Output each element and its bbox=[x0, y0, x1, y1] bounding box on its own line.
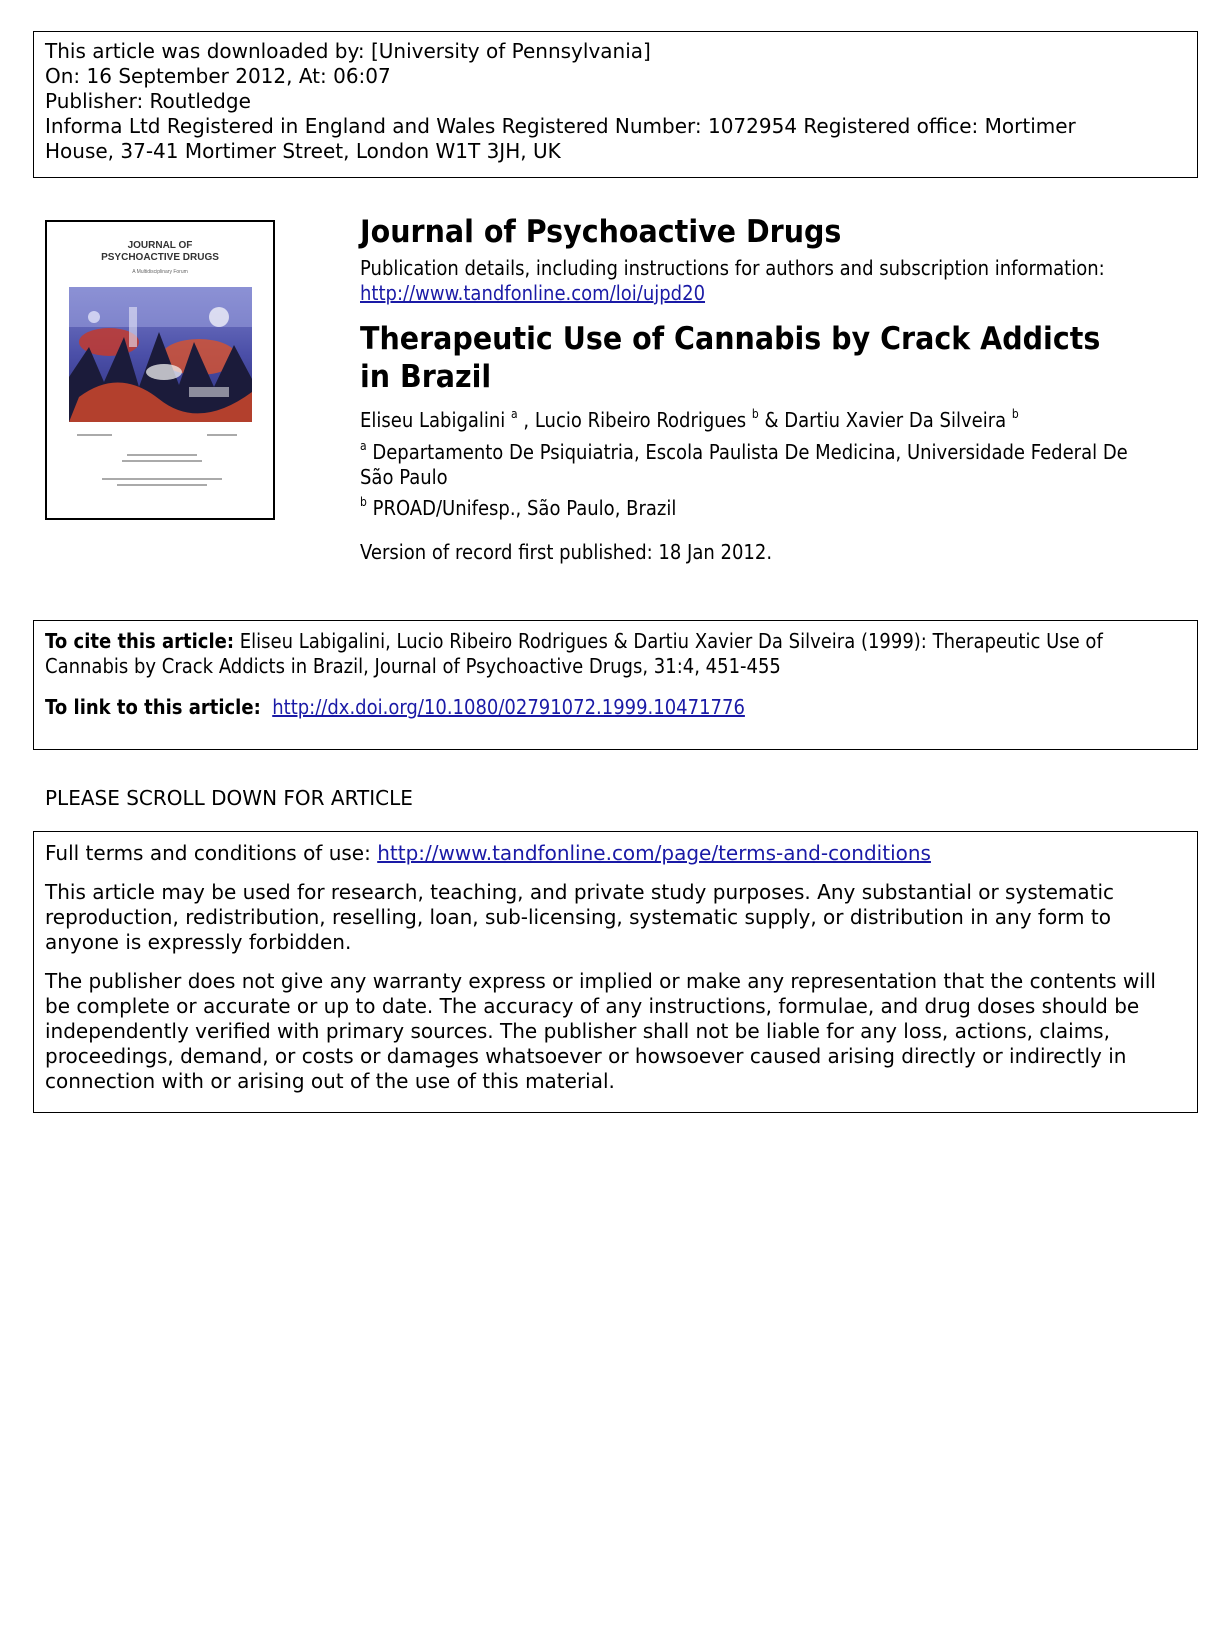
author-affiliation-mark: b bbox=[1011, 407, 1019, 421]
cite-label: To cite this article: bbox=[45, 629, 235, 653]
citation-text bbox=[45, 629, 1188, 654]
doi-link[interactable]: http://dx.doi.org/10.1080/02791072.1999.10471776 bbox=[272, 695, 745, 719]
journal-cover-image bbox=[45, 220, 275, 520]
affiliation-b bbox=[360, 496, 676, 520]
cover-title-line2: PSYCHOACTIVE DRUGS bbox=[101, 252, 219, 263]
link-label: To link to this article: bbox=[45, 695, 261, 719]
terms-paragraph-2: The publisher does not give any warranty express or implied or make any representation that the contents will be complete or accurate or up to date. The accuracy of any instructions, formulae, and drug doses should be independently verified with primary sources. The publisher shall not be liable for any loss, actions, claims, proceedings, demand, or costs or damages whatsoever or howsoever caused arising directly or indirectly in connection with or arising out of the use of this material. bbox=[45, 969, 1156, 1093]
terms-box bbox=[33, 831, 1198, 1113]
author-list bbox=[360, 408, 1019, 432]
download-line: House, 37-41 Mortimer Street, London W1T 3JH, UK bbox=[45, 139, 561, 163]
journal-title: Journal of Psychoactive Drugs bbox=[360, 214, 842, 250]
affiliation-mark: b bbox=[360, 495, 367, 509]
journal-url-link[interactable]: http://www.tandfonline.com/loi/ujpd20 bbox=[360, 281, 706, 305]
scroll-down-note: PLEASE SCROLL DOWN FOR ARTICLE bbox=[45, 786, 413, 810]
affiliation-text: PROAD/Unifesp., São Paulo, Brazil bbox=[372, 496, 677, 520]
download-line: On: 16 September 2012, At: 06:07 bbox=[45, 64, 391, 88]
version-of-record: Version of record first published: 18 Jan 2012. bbox=[360, 540, 773, 564]
terms-heading bbox=[45, 841, 1186, 866]
terms-label: Full terms and conditions of use: bbox=[45, 841, 378, 865]
cite-text: Eliseu Labigalini, Lucio Ribeiro Rodrigues & Dartiu Xavier Da Silveira (1999): Therapeutic Use of bbox=[234, 629, 1103, 653]
affiliation-a-cont: São Paulo bbox=[360, 465, 448, 489]
article-title: Therapeutic Use of Cannabis by Crack Addicts in Brazil bbox=[360, 321, 1101, 395]
article-link-row bbox=[45, 695, 1188, 720]
cover-subtitle: A Multidisciplinary Forum bbox=[132, 269, 188, 275]
citation-text-cont: Cannabis by Crack Addicts in Brazil, Journal of Psychoactive Drugs, 31:4, 451-455 bbox=[45, 654, 781, 678]
author-name: Lucio Ribeiro Rodrigues bbox=[534, 408, 747, 432]
download-line: This article was downloaded by: [University of Pennsylvania] bbox=[45, 39, 651, 63]
affiliation-text: Departamento De Psiquiatria, Escola Paulista De Medicina, Universidade Federal De bbox=[372, 440, 1128, 464]
author-name: Eliseu Labigalini bbox=[360, 408, 506, 432]
download-line: Informa Ltd Registered in England and Wales Registered Number: 1072954 Registered office: Mortimer bbox=[45, 114, 1076, 138]
cover-title-line1: JOURNAL OF bbox=[127, 240, 193, 251]
terms-link[interactable]: http://www.tandfonline.com/page/terms-and-conditions bbox=[377, 841, 931, 865]
author-affiliation-mark: a bbox=[511, 407, 518, 421]
author-name: Dartiu Xavier Da Silveira bbox=[784, 408, 1007, 432]
citation-box bbox=[33, 620, 1198, 750]
author-separator: & bbox=[758, 408, 785, 432]
download-line: Publisher: Routledge bbox=[45, 89, 251, 113]
publication-details: Publication details, including instructions for authors and subscription information: bbox=[360, 256, 1105, 280]
author-affiliation-mark: b bbox=[751, 407, 759, 421]
affiliation-a bbox=[360, 440, 1128, 464]
terms-paragraph-1: This article may be used for research, teaching, and private study purposes. Any substantial or systematic reproduction, redistribution, reselling, loan, sub-licensing, systematic supply, or distribution in any form to anyone is expressly forbidden. bbox=[45, 880, 1115, 954]
author-separator: , bbox=[517, 408, 535, 432]
affiliation-mark: a bbox=[360, 439, 367, 453]
cover-artwork bbox=[69, 287, 252, 422]
download-info-box bbox=[33, 31, 1198, 178]
